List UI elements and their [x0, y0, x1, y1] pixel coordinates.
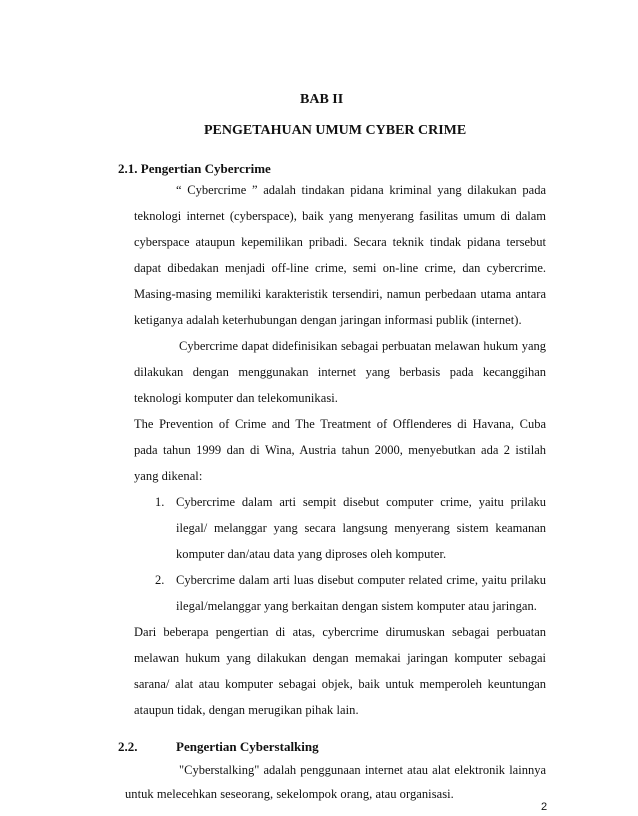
list-item-1-line-3: komputer dan/atau data yang diproses oleh komputer. — [176, 547, 447, 561]
section-1-title: Pengertian Cybercrime — [140, 161, 271, 176]
s2-line-2: untuk melecehkan seseorang, sekelompok orang, atau organisasi. — [125, 787, 454, 801]
section-2-title: Pengertian Cyberstalking — [176, 739, 319, 754]
s1-closing-line-2: melawan hukum yang dilakukan dengan memakai jaringan komputer sebagai — [134, 651, 546, 665]
section-2-number: 2.2. — [118, 739, 138, 754]
s1-line-5: Masing-masing memiliki karakteristik tersendiri, namun perbedaan utama antara — [134, 287, 546, 301]
s1-line-11: pada tahun 1999 dan di Wina, Austria tahun 2000, menyebutkan ada 2 istilah — [134, 443, 546, 457]
s2-line-1: "Cyberstalking" adalah penggunaan internet atau alat elektronik lainnya — [179, 763, 546, 777]
s1-closing-line-3: sarana/ alat atau komputer sebagai objek, baik untuk memperoleh keuntungan — [134, 677, 546, 691]
section-1-number: 2.1. — [118, 161, 138, 176]
s1-line-7: Cybercrime dapat didefinisikan sebagai perbuatan melawan hukum yang — [179, 339, 546, 353]
list-item-2-line-2: ilegal/melanggar yang berkaitan dengan sistem komputer atau jaringan. — [176, 599, 537, 613]
s1-line-3: cyberspace ataupun kepemilikan pribadi. Secara teknik tindak pidana tersebut — [134, 235, 546, 249]
list-item-1-line-1: Cybercrime dalam arti sempit disebut computer crime, yaitu prilaku — [176, 495, 546, 509]
s1-closing-line-1: Dari beberapa pengertian di atas, cybercrime dirumuskan sebagai perbuatan — [134, 625, 546, 639]
s1-line-12: yang dikenal: — [134, 469, 203, 483]
s1-line-4: dapat dibedakan menjadi off-line crime, semi on-line crime, dan cybercrime. — [134, 261, 546, 275]
s1-closing-line-4: ataupun tidak, dengan merugikan pihak lain. — [134, 703, 359, 717]
chapter-label: BAB II — [300, 92, 344, 107]
chapter-heading: PENGETAHUAN UMUM CYBER CRIME — [204, 123, 467, 138]
s1-line-6: ketiganya adalah keterhubungan dengan jaringan informasi publik (internet). — [134, 313, 522, 327]
page-number: 2 — [541, 801, 548, 813]
s1-line-2: teknologi internet (cyberspace), baik yang menyerang fasilitas umum di dalam — [134, 209, 546, 223]
list-item-1-line-2: ilegal/ melanggar yang secara langsung menyerang sistem keamanan — [176, 521, 546, 535]
section-1-heading — [118, 161, 271, 177]
list-item-1-number: 1. — [155, 495, 165, 509]
s1-line-1: “ Cybercrime ” adalah tindakan pidana kriminal yang dilakukan pada — [176, 183, 546, 197]
s1-line-9: teknologi komputer dan telekomunikasi. — [134, 391, 338, 405]
s1-line-10: The Prevention of Crime and The Treatment of Offlenderes di Havana, Cuba — [134, 417, 546, 431]
list-item-2-number: 2. — [155, 573, 165, 587]
list-item-2-line-1: Cybercrime dalam arti luas disebut computer related crime, yaitu prilaku — [176, 573, 546, 587]
s1-line-8: dilakukan dengan menggunakan internet yang berbasis pada kecanggihan — [134, 365, 546, 379]
